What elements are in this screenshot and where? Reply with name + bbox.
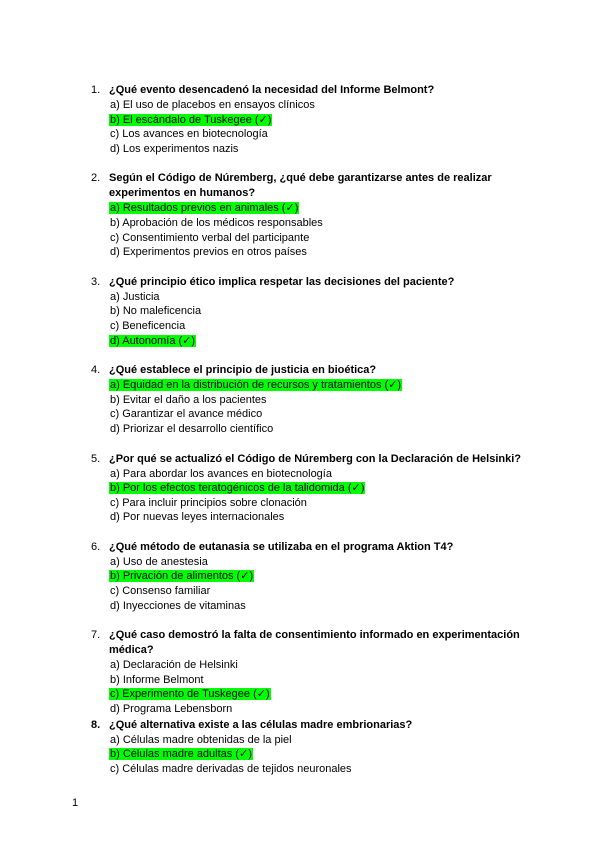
question-5 bbox=[0, 452, 600, 525]
option-a: a) Células madre obtenidas de la piel bbox=[110, 733, 292, 746]
option-a: a) Uso de anestesia bbox=[110, 555, 208, 568]
option-d: d) Priorizar el desarrollo científico bbox=[110, 422, 274, 435]
options-list bbox=[109, 467, 600, 525]
question-text: ¿Qué método de eutanasia se utilizaba en el programa Aktion T4? bbox=[109, 540, 454, 553]
option-d: d) Por nuevas leyes internacionales bbox=[110, 511, 285, 524]
option-c: c) Garantizar el avance médico bbox=[110, 408, 263, 421]
option-c: c) Para incluir principios sobre clonación bbox=[110, 496, 307, 509]
option-c-correct: c) Experimento de Tuskegee (✓) bbox=[110, 688, 270, 701]
question-1 bbox=[0, 83, 600, 156]
options-list bbox=[109, 658, 600, 716]
option-a-correct: a) Equidad en la distribución de recursos y tratamientos (✓) bbox=[110, 379, 402, 392]
question-number: 7. bbox=[91, 629, 101, 642]
page-number: 1 bbox=[72, 797, 79, 809]
option-a: a) El uso de placebos en ensayos clínicos bbox=[110, 99, 315, 111]
question-text: ¿Qué caso demostró la falta de consentimiento informado en experimentación médica? bbox=[109, 629, 520, 657]
options-list bbox=[109, 98, 600, 156]
question-number: 4. bbox=[91, 364, 101, 377]
option-b-correct: b) Por los efectos teratogénicos de la talidomida (✓) bbox=[110, 482, 365, 495]
option-b-correct: b) El escándalo de Tuskegee (✓) bbox=[110, 113, 272, 126]
question-number: 5. bbox=[91, 452, 101, 465]
option-a: a) Justicia bbox=[110, 290, 160, 303]
question-number: 6. bbox=[91, 540, 101, 553]
options-list bbox=[109, 378, 600, 436]
question-8 bbox=[0, 718, 600, 777]
option-a-correct: a) Resultados previos en animales (✓) bbox=[110, 202, 299, 215]
option-b: b) Aprobación de los médicos responsables bbox=[110, 216, 323, 229]
option-c: c) Los avances en biotecnología bbox=[110, 128, 268, 141]
question-text: ¿Por qué se actualizó el Código de Núremberg con la Declaración de Helsinki? bbox=[109, 452, 521, 465]
option-b-correct: b) Privación de alimentos (✓) bbox=[110, 570, 254, 583]
question-7 bbox=[0, 628, 600, 716]
question-number: 1. bbox=[91, 84, 101, 96]
question-6 bbox=[0, 540, 600, 613]
option-d-correct: d) Autonomía (✓) bbox=[110, 334, 196, 347]
option-a: a) Para abordar los avances en biotecnología bbox=[110, 467, 332, 480]
option-d: d) Los experimentos nazis bbox=[110, 142, 239, 155]
option-b: b) No maleficencia bbox=[110, 305, 202, 318]
question-3 bbox=[0, 275, 600, 348]
question-4 bbox=[0, 363, 600, 436]
quiz-list bbox=[0, 83, 600, 791]
option-b: b) Evitar el daño a los pacientes bbox=[110, 393, 267, 406]
options-list bbox=[109, 201, 600, 259]
options-list bbox=[109, 733, 600, 777]
question-text: ¿Qué establece el principio de justicia en bioética? bbox=[109, 364, 377, 377]
option-d: d) Experimentos previos en otros países bbox=[110, 246, 307, 259]
option-a: a) Declaración de Helsinki bbox=[110, 659, 238, 672]
question-number: 3. bbox=[91, 275, 101, 288]
question-text: Según el Código de Núremberg, ¿qué debe garantizarse antes de realizar experimentos en humanos? bbox=[109, 172, 492, 200]
option-b: b) Informe Belmont bbox=[110, 673, 204, 686]
question-2 bbox=[0, 171, 600, 259]
option-d: d) Inyecciones de vitaminas bbox=[110, 599, 246, 612]
option-b-correct: b) Células madre adultas (✓) bbox=[110, 748, 252, 761]
option-d: d) Programa Lebensborn bbox=[110, 703, 233, 716]
option-c: c) Células madre derivadas de tejidos neuronales bbox=[110, 762, 352, 775]
option-c: c) Beneficencia bbox=[110, 319, 186, 332]
option-c: c) Consentimiento verbal del participante bbox=[110, 231, 310, 244]
question-text: ¿Qué evento desencadenó la necesidad del Informe Belmont? bbox=[109, 84, 435, 96]
options-list bbox=[109, 555, 600, 613]
question-number: 8. bbox=[91, 718, 101, 731]
option-c: c) Consenso familiar bbox=[110, 585, 211, 598]
question-number: 2. bbox=[91, 172, 101, 185]
question-text: ¿Qué alternativa existe a las células madre embrionarias? bbox=[109, 718, 413, 731]
options-list bbox=[109, 290, 600, 348]
question-text: ¿Qué principio ético implica respetar las decisiones del paciente? bbox=[109, 275, 455, 288]
